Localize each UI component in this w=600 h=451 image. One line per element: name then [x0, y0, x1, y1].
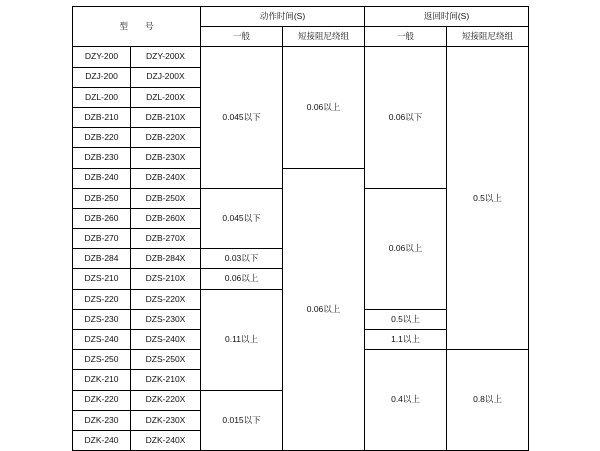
cell-return-damped: 0.8以上 [447, 350, 529, 451]
header-action-normal: 一般 [201, 27, 283, 47]
cell-model-a: DZB-240 [73, 168, 131, 188]
cell-return-normal: 1.1以上 [365, 330, 447, 350]
cell-model-b: DZS-210X [131, 269, 201, 289]
cell-action-normal: 0.045以下 [201, 47, 283, 188]
specification-table [72, 6, 529, 451]
cell-return-normal: 0.06以上 [365, 188, 447, 309]
cell-model-a: DZS-230 [73, 309, 131, 329]
cell-model-a: DZY-200 [73, 47, 131, 67]
cell-action-normal: 0.03以下 [201, 249, 283, 269]
cell-model-a: DZK-220 [73, 390, 131, 410]
cell-model-a: DZK-210 [73, 370, 131, 390]
cell-model-b: DZB-230X [131, 148, 201, 168]
header-return-damped: 短接阻尼绕组 [447, 27, 529, 47]
cell-model-b: DZB-270X [131, 229, 201, 249]
cell-model-a: DZJ-200 [73, 67, 131, 87]
cell-model-b: DZS-240X [131, 330, 201, 350]
cell-model-b: DZL-200X [131, 87, 201, 107]
cell-return-normal: 0.5以上 [365, 309, 447, 329]
cell-model-b: DZB-250X [131, 188, 201, 208]
cell-model-b: DZB-284X [131, 249, 201, 269]
cell-model-b: DZJ-200X [131, 67, 201, 87]
cell-action-normal: 0.11以上 [201, 289, 283, 390]
header-return-normal: 一般 [365, 27, 447, 47]
cell-model-a: DZS-250 [73, 350, 131, 370]
cell-action-normal: 0.045以下 [201, 188, 283, 249]
table-body [73, 47, 529, 451]
cell-model-a: DZB-284 [73, 249, 131, 269]
cell-model-b: DZS-230X [131, 309, 201, 329]
cell-model-b: DZB-260X [131, 208, 201, 228]
cell-model-a: DZK-230 [73, 410, 131, 430]
cell-model-b: DZK-210X [131, 370, 201, 390]
cell-action-damped: 0.06以上 [283, 47, 365, 168]
cell-model-b: DZB-240X [131, 168, 201, 188]
table-row [73, 47, 529, 67]
cell-model-a: DZS-220 [73, 289, 131, 309]
cell-return-normal: 0.4以上 [365, 350, 447, 451]
table-header [73, 7, 529, 47]
cell-model-b: DZS-220X [131, 289, 201, 309]
header-action-damped: 短接阻尼绕组 [283, 27, 365, 47]
cell-model-b: DZK-230X [131, 410, 201, 430]
cell-model-a: DZS-210 [73, 269, 131, 289]
cell-model-a: DZB-270 [73, 229, 131, 249]
cell-return-normal: 0.06以下 [365, 47, 447, 188]
cell-model-a: DZB-250 [73, 188, 131, 208]
cell-model-b: DZK-240X [131, 430, 201, 450]
cell-model-a: DZB-220 [73, 128, 131, 148]
cell-model-a: DZB-210 [73, 107, 131, 127]
cell-model-b: DZB-210X [131, 107, 201, 127]
header-return-time: 返回时间(S) [365, 7, 529, 27]
cell-model-a: DZB-260 [73, 208, 131, 228]
cell-return-damped: 0.5以上 [447, 47, 529, 350]
cell-model-b: DZY-200X [131, 47, 201, 67]
cell-action-normal: 0.06以上 [201, 269, 283, 289]
header-action-time: 动作时间(S) [201, 7, 365, 27]
cell-action-normal: 0.015以下 [201, 390, 283, 451]
header-row-groups [73, 7, 529, 27]
cell-action-damped: 0.06以上 [283, 168, 365, 451]
cell-model-b: DZK-220X [131, 390, 201, 410]
cell-model-b: DZS-250X [131, 350, 201, 370]
cell-model-a: DZL-200 [73, 87, 131, 107]
cell-model-a: DZS-240 [73, 330, 131, 350]
cell-model-a: DZK-240 [73, 430, 131, 450]
cell-model-b: DZB-220X [131, 128, 201, 148]
header-model: 型 号 [73, 7, 201, 47]
cell-model-a: DZB-230 [73, 148, 131, 168]
